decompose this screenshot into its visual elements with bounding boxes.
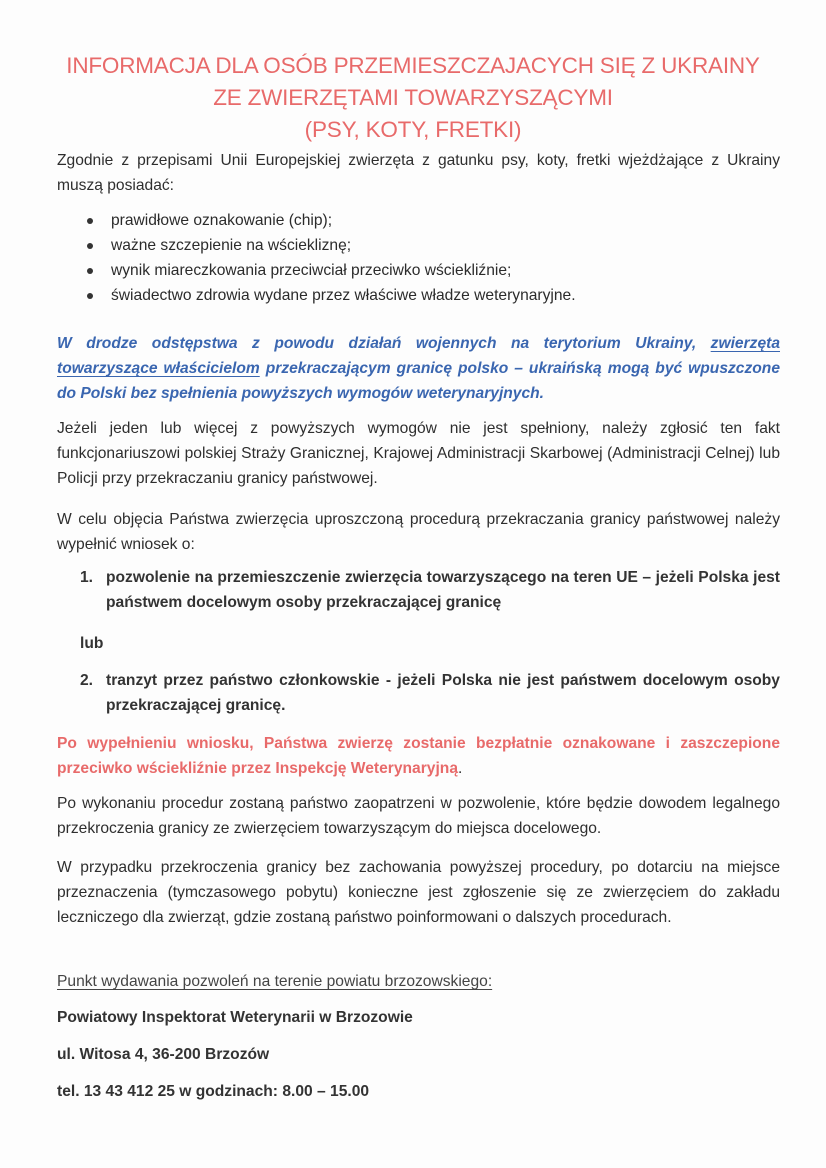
exception-text-start: W drodze odstępstwa z powodu działań wojennych na terytorium Ukrainy, (57, 335, 711, 352)
requirement-text: wynik miareczkowania przeciwciał przeciwko wściekliźnie; (111, 262, 512, 279)
option-item-2 (80, 668, 780, 718)
bullet-icon (87, 293, 93, 299)
or-label: lub (80, 635, 104, 652)
option-item-1 (80, 565, 780, 615)
option-number: 2. (80, 672, 94, 689)
option-text: pozwolenie na przemieszczenie zwierzęcia towarzyszącego na teren UE – jeżeli Polska jest państwem docelowym osoby przekraczającej granicę (106, 569, 780, 611)
permit-paragraph: Po wykonaniu procedur zostaną państwo zaopatrzeni w pozwolenie, które będzie dowodem legalnego przekroczenia granicy ze zwierzęciem towarzyszącym do miejsca docelowego. (57, 795, 780, 837)
requirement-item (85, 283, 765, 308)
after-application-period: . (458, 760, 463, 777)
exception-paragraph (57, 331, 780, 406)
bullet-icon (87, 243, 93, 249)
contact-address: ul. Witosa 4, 36-200 Brzozów (57, 1046, 270, 1063)
contact-phone: tel. 13 43 412 25 w godzinach: 8.00 – 15.00 (57, 1083, 370, 1100)
requirement-item (85, 208, 765, 233)
exception-underlined-text: zwierzęta towarzyszące właścicielom (57, 335, 780, 377)
bullet-icon (87, 218, 93, 224)
option-number: 1. (80, 569, 94, 586)
requirement-text: świadectwo zdrowia wydane przez właściwe władze weterynaryjne. (111, 287, 576, 304)
requirements-list (85, 208, 765, 308)
contact-heading: Punkt wydawania pozwoleń na terenie powiatu brzozowskiego: (57, 973, 493, 990)
bullet-icon (87, 268, 93, 274)
report-paragraph: Jeżeli jeden lub więcej z powyższych wymogów nie jest spełniony, należy zgłosić ten fakt funkcjonariuszowi polskiej Straży Granicznej, Krajowej Administracji Skarbowej (Administracji Celnej) lub Policji przy przekraczaniu granicy państwowej. (57, 420, 780, 487)
no-procedure-paragraph: W przypadku przekroczenia granicy bez zachowania powyższej procedury, po dotarciu na miejsce przeznaczenia (tymczasowego pobytu) konieczne jest zgłoszenie się ze zwierzęciem do zakładu leczniczego dla zwierząt, gdzie zostaną państwo poinformowani o dalszych procedurach. (57, 859, 780, 926)
document-title-line-1: INFORMACJA DLA OSÓB PRZEMIESZCZAJACYCH SIĘ Z UKRAINY (66, 53, 760, 78)
after-application-text: Po wypełnieniu wniosku, Państwa zwierzę zostanie bezpłatnie oznakowane i zaszczepione przeciwko wściekliźnie przez Inspekcję Weterynaryjną (57, 735, 780, 777)
requirement-item (85, 233, 765, 258)
procedure-intro-paragraph: W celu objęcia Państwa zwierzęcia uproszczoną procedurą przekraczania granicy państwowej należy wypełnić wniosek o: (57, 511, 780, 553)
after-application-paragraph (57, 731, 780, 781)
requirement-text: ważne szczepienie na wściekliznę; (111, 237, 352, 254)
requirement-text: prawidłowe oznakowanie (chip); (111, 212, 333, 229)
exception-text-end: przekraczającym granicę polsko – ukraińską mogą być wpuszczone do Polski bez spełnienia powyższych wymogów weterynaryjnych. (57, 360, 780, 402)
option-text: tranzyt przez państwo członkowskie - jeżeli Polska nie jest państwem docelowym osoby przekraczającej granicę. (106, 672, 780, 714)
document-title-line-3: (PSY, KOTY, FRETKI) (304, 117, 522, 142)
requirement-item (85, 258, 765, 283)
intro-paragraph: Zgodnie z przepisami Unii Europejskiej zwierzęta z gatunku psy, koty, fretki wjeżdżające z Ukrainy muszą posiadać: (57, 152, 780, 194)
document-title-line-2: ZE ZWIERZĘTAMI TOWARZYSZĄCYMI (213, 85, 613, 110)
contact-office: Powiatowy Inspektorat Weterynarii w Brzozowie (57, 1009, 413, 1026)
